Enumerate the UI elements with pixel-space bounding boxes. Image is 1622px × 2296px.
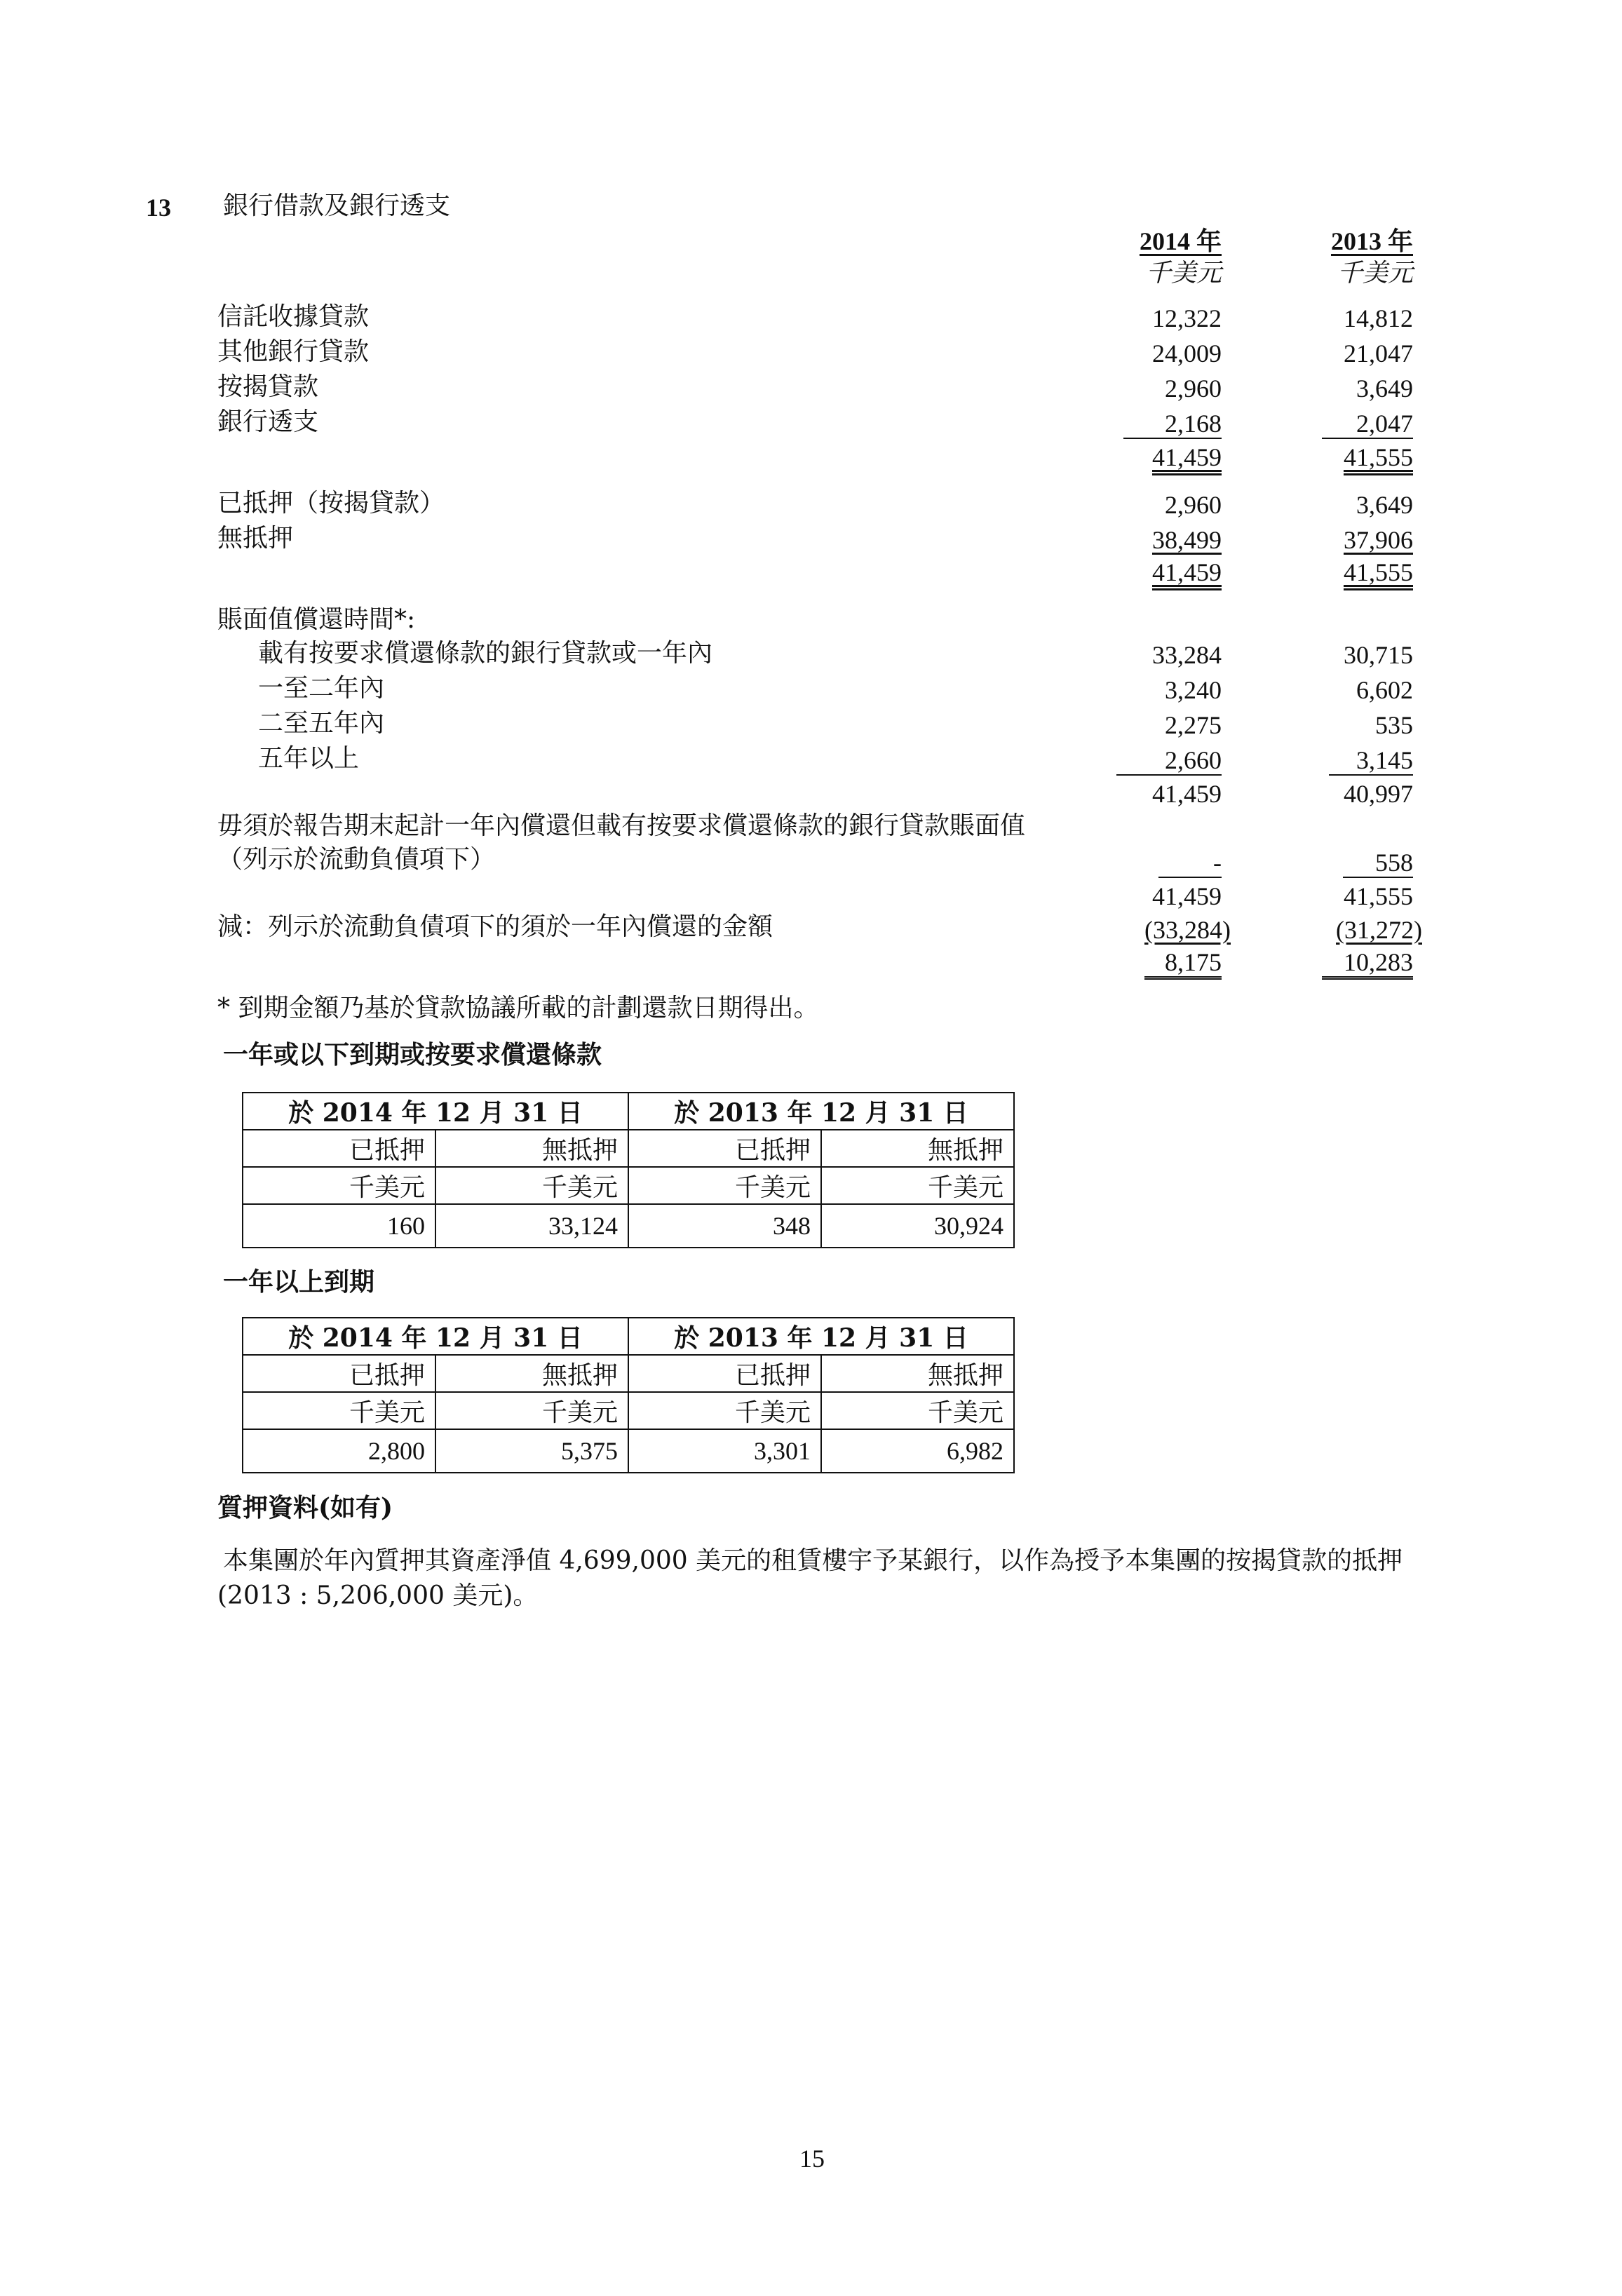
table-unit: 千美元	[243, 1392, 435, 1429]
table-cell: 6,982	[821, 1429, 1014, 1473]
row-label: 載有按要求償還條款的銀行貸款或一年內	[258, 639, 713, 668]
pledge-text-line1: 本集團於年內質押其資產淨值 4,699,000 美元的租賃樓宇予某銀行，以作為授予本集團的按揭貸款的抵押	[223, 1546, 1403, 1575]
row-label: 按揭貸款	[217, 372, 319, 401]
row-value-2014: -	[1158, 850, 1222, 878]
subtotal-2014: 41,459	[1152, 780, 1222, 808]
row-value-2014: 2,960	[1165, 374, 1222, 403]
row-label: 二至五年內	[258, 709, 385, 738]
table-cell: 5,375	[435, 1429, 628, 1473]
row-label: 五年以上	[258, 744, 360, 773]
table-subheader: 已抵押	[628, 1355, 821, 1392]
table-cell: 348	[628, 1204, 821, 1248]
page-number: 15	[799, 2145, 825, 2173]
net-total-2014: 8,175	[1144, 950, 1222, 980]
row-value-2013: 21,047	[1344, 339, 1413, 367]
row-label: 無抵押	[217, 524, 294, 553]
net-total-2013: 10,283	[1322, 950, 1413, 980]
table1-heading: 一年或以下到期或按要求償還條款	[223, 1040, 602, 1069]
row-label: 信託收據貸款	[217, 302, 370, 331]
subtotal-2013: 41,555	[1344, 558, 1413, 586]
row-label: 其他銀行貸款	[217, 337, 370, 366]
table-subheader: 無抵押	[435, 1355, 628, 1392]
table-subheader: 無抵押	[821, 1130, 1014, 1167]
column-year-2014: 2014 年	[1139, 227, 1222, 255]
table-header-2013: 於 2013 年 12 月 31 日	[628, 1093, 1014, 1130]
row-value-2014: 12,322	[1152, 304, 1222, 332]
row-label: 毋須於報告期末起計一年內償還但載有按要求償還條款的銀行貸款賬面值	[217, 811, 1026, 840]
column-unit-2013: 千美元	[1337, 259, 1413, 288]
row-value-2013: 3,649	[1356, 491, 1413, 519]
table-unit: 千美元	[435, 1167, 628, 1204]
row-label-continued: （列示於流動負債項下）	[217, 845, 496, 874]
table-unit: 千美元	[628, 1167, 821, 1204]
maturity-table-within-one-year	[242, 1092, 1015, 1248]
table2-heading: 一年以上到期	[223, 1267, 375, 1297]
row-label: 一至二年內	[258, 674, 385, 703]
row-value-2014: 38,499	[1152, 526, 1222, 554]
table-cell: 33,124	[435, 1204, 628, 1248]
row-label: 銀行透支	[217, 407, 319, 436]
row-value-2013: 535	[1375, 711, 1413, 739]
table-unit: 千美元	[821, 1392, 1014, 1429]
pledge-text-line2: (2013 : 5,206,000 美元)。	[217, 1581, 539, 1610]
row-label: 已抵押（按揭貸款）	[217, 489, 445, 518]
table-header-2013: 於 2013 年 12 月 31 日	[628, 1318, 1014, 1355]
row-value-2013: 14,812	[1344, 304, 1413, 332]
row-value-2013: 37,906	[1344, 526, 1413, 554]
row-value-2014: 2,168	[1123, 411, 1222, 439]
section-number: 13	[146, 194, 171, 222]
table-subheader: 已抵押	[628, 1130, 821, 1167]
footnote: * 到期金額乃基於貸款協議所載的計劃還款日期得出。	[217, 994, 819, 1022]
row-value-2013: 6,602	[1356, 676, 1413, 704]
subtotal-2013: 41,555	[1344, 882, 1413, 910]
column-unit-2014: 千美元	[1145, 259, 1222, 288]
table-cell: 30,924	[821, 1204, 1014, 1248]
row-value-2013: 558	[1343, 850, 1413, 878]
table-subheader: 已抵押	[243, 1355, 435, 1392]
row-value-2014: (33,284)	[1144, 916, 1231, 944]
row-value-2014: 2,660	[1116, 748, 1222, 776]
row-value-2013: 30,715	[1344, 641, 1413, 669]
column-year-2013: 2013 年	[1330, 227, 1413, 255]
row-value-2013: 3,145	[1329, 748, 1413, 776]
subtotal-2014: 41,459	[1152, 443, 1222, 471]
table-cell: 160	[243, 1204, 435, 1248]
table-subheader: 無抵押	[821, 1355, 1014, 1392]
row-value-2014: 2,960	[1165, 491, 1222, 519]
table-subheader: 無抵押	[435, 1130, 628, 1167]
subtotal-2013: 41,555	[1344, 443, 1413, 471]
row-value-2014: 33,284	[1152, 641, 1222, 669]
row-value-2014: 3,240	[1165, 676, 1222, 704]
repayment-heading: 賬面值償還時間*:	[217, 605, 416, 634]
row-label: 減：列示於流動負債項下的須於一年內償還的金額	[217, 912, 773, 941]
maturity-table-over-one-year	[242, 1317, 1015, 1473]
table-subheader: 已抵押	[243, 1130, 435, 1167]
table-unit: 千美元	[821, 1167, 1014, 1204]
row-value-2014: 2,275	[1165, 711, 1222, 739]
subtotal-2014: 41,459	[1152, 882, 1222, 910]
subtotal-2013: 40,997	[1344, 780, 1413, 808]
subtotal-2014: 41,459	[1152, 558, 1222, 586]
pledge-heading: 質押資料(如有)	[217, 1493, 393, 1522]
row-value-2014: 24,009	[1152, 339, 1222, 367]
table-header-2014: 於 2014 年 12 月 31 日	[243, 1093, 628, 1130]
table-cell: 2,800	[243, 1429, 435, 1473]
table-unit: 千美元	[243, 1167, 435, 1204]
table-cell: 3,301	[628, 1429, 821, 1473]
table-header-2014: 於 2014 年 12 月 31 日	[243, 1318, 628, 1355]
table-unit: 千美元	[435, 1392, 628, 1429]
row-value-2013: 3,649	[1356, 374, 1413, 403]
section-title: 銀行借款及銀行透支	[223, 191, 451, 220]
row-value-2013: (31,272)	[1336, 916, 1422, 944]
row-value-2013: 2,047	[1322, 411, 1413, 439]
table-unit: 千美元	[628, 1392, 821, 1429]
